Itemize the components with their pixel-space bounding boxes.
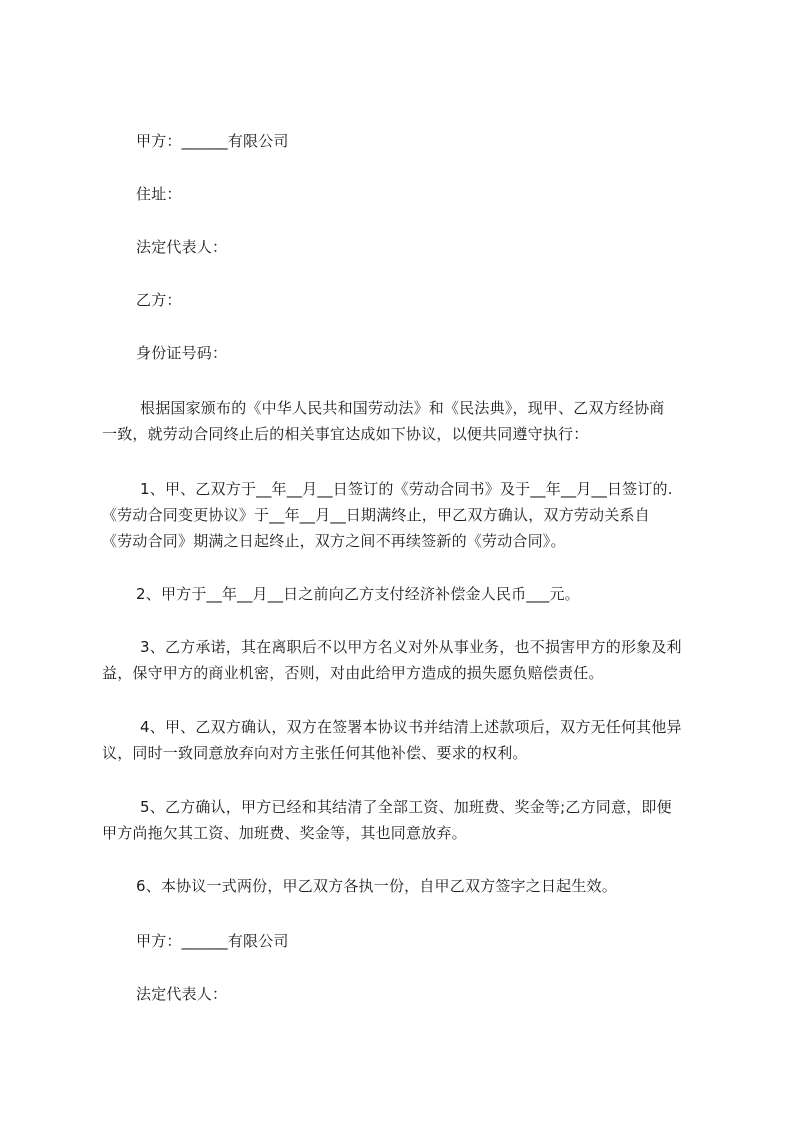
clause-3-line: 3、乙方承诺，其在离职后不以甲方名义对外从事业务，也不损害甲方的形象及利 xyxy=(140,638,682,656)
header-address: 住址： xyxy=(136,185,182,203)
clause-4-line: 4、甲、乙双方确认，双方在签署本协议书并结清上述款项后，双方无任何其他异 xyxy=(140,718,682,736)
header-legal-rep: 法定代表人： xyxy=(136,238,228,256)
clause-1-line: 《劳动合同》期满之日起终止，双方之间不再续签新的《劳动合同》。 xyxy=(102,532,566,550)
clause-1-line: 《劳动合同变更协议》于__年__月__日期满终止，甲乙双方确认，双方劳动关系自 xyxy=(102,506,650,524)
header-id-number: 身份证号码： xyxy=(136,344,228,362)
header-party-a: 甲方：______有限公司 xyxy=(136,132,289,150)
clause-6-line: 6、本协议一式两份，甲乙双方各执一份，自甲乙双方签字之日起生效。 xyxy=(136,877,617,895)
clause-1-line: 1、甲、乙双方于__年__月__日签订的《劳动合同书》及于__年__月__日签订的. xyxy=(140,480,673,498)
clause-2-line: 2、甲方于__年__月__日之前向乙方支付经济补偿金人民币___元。 xyxy=(136,585,580,603)
preamble-line: 一致，就劳动合同终止后的相关事宜达成如下协议，以便共同遵守执行： xyxy=(102,425,589,443)
clause-5-line: 甲方尚拖欠其工资、加班费、奖金等，其也同意放弃。 xyxy=(102,824,467,842)
clause-3-line: 益，保守甲方的商业机密，否则，对由此给甲方造成的损失愿负赔偿责任。 xyxy=(102,664,604,682)
footer-legal-rep: 法定代表人： xyxy=(136,985,228,1003)
clause-4-line: 议，同时一致同意放弃向对方主张任何其他补偿、要求的权利。 xyxy=(102,744,528,762)
preamble-line: 根据国家颁布的《中华人民共和国劳动法》和《民法典》，现甲、乙双方经协商 xyxy=(140,399,665,417)
clause-5-line: 5、乙方确认，甲方已经和其结清了全部工资、加班费、奖金等;乙方同意，即便 xyxy=(140,798,672,816)
footer-party-a: 甲方：______有限公司 xyxy=(136,932,289,950)
header-party-b: 乙方： xyxy=(136,291,182,309)
